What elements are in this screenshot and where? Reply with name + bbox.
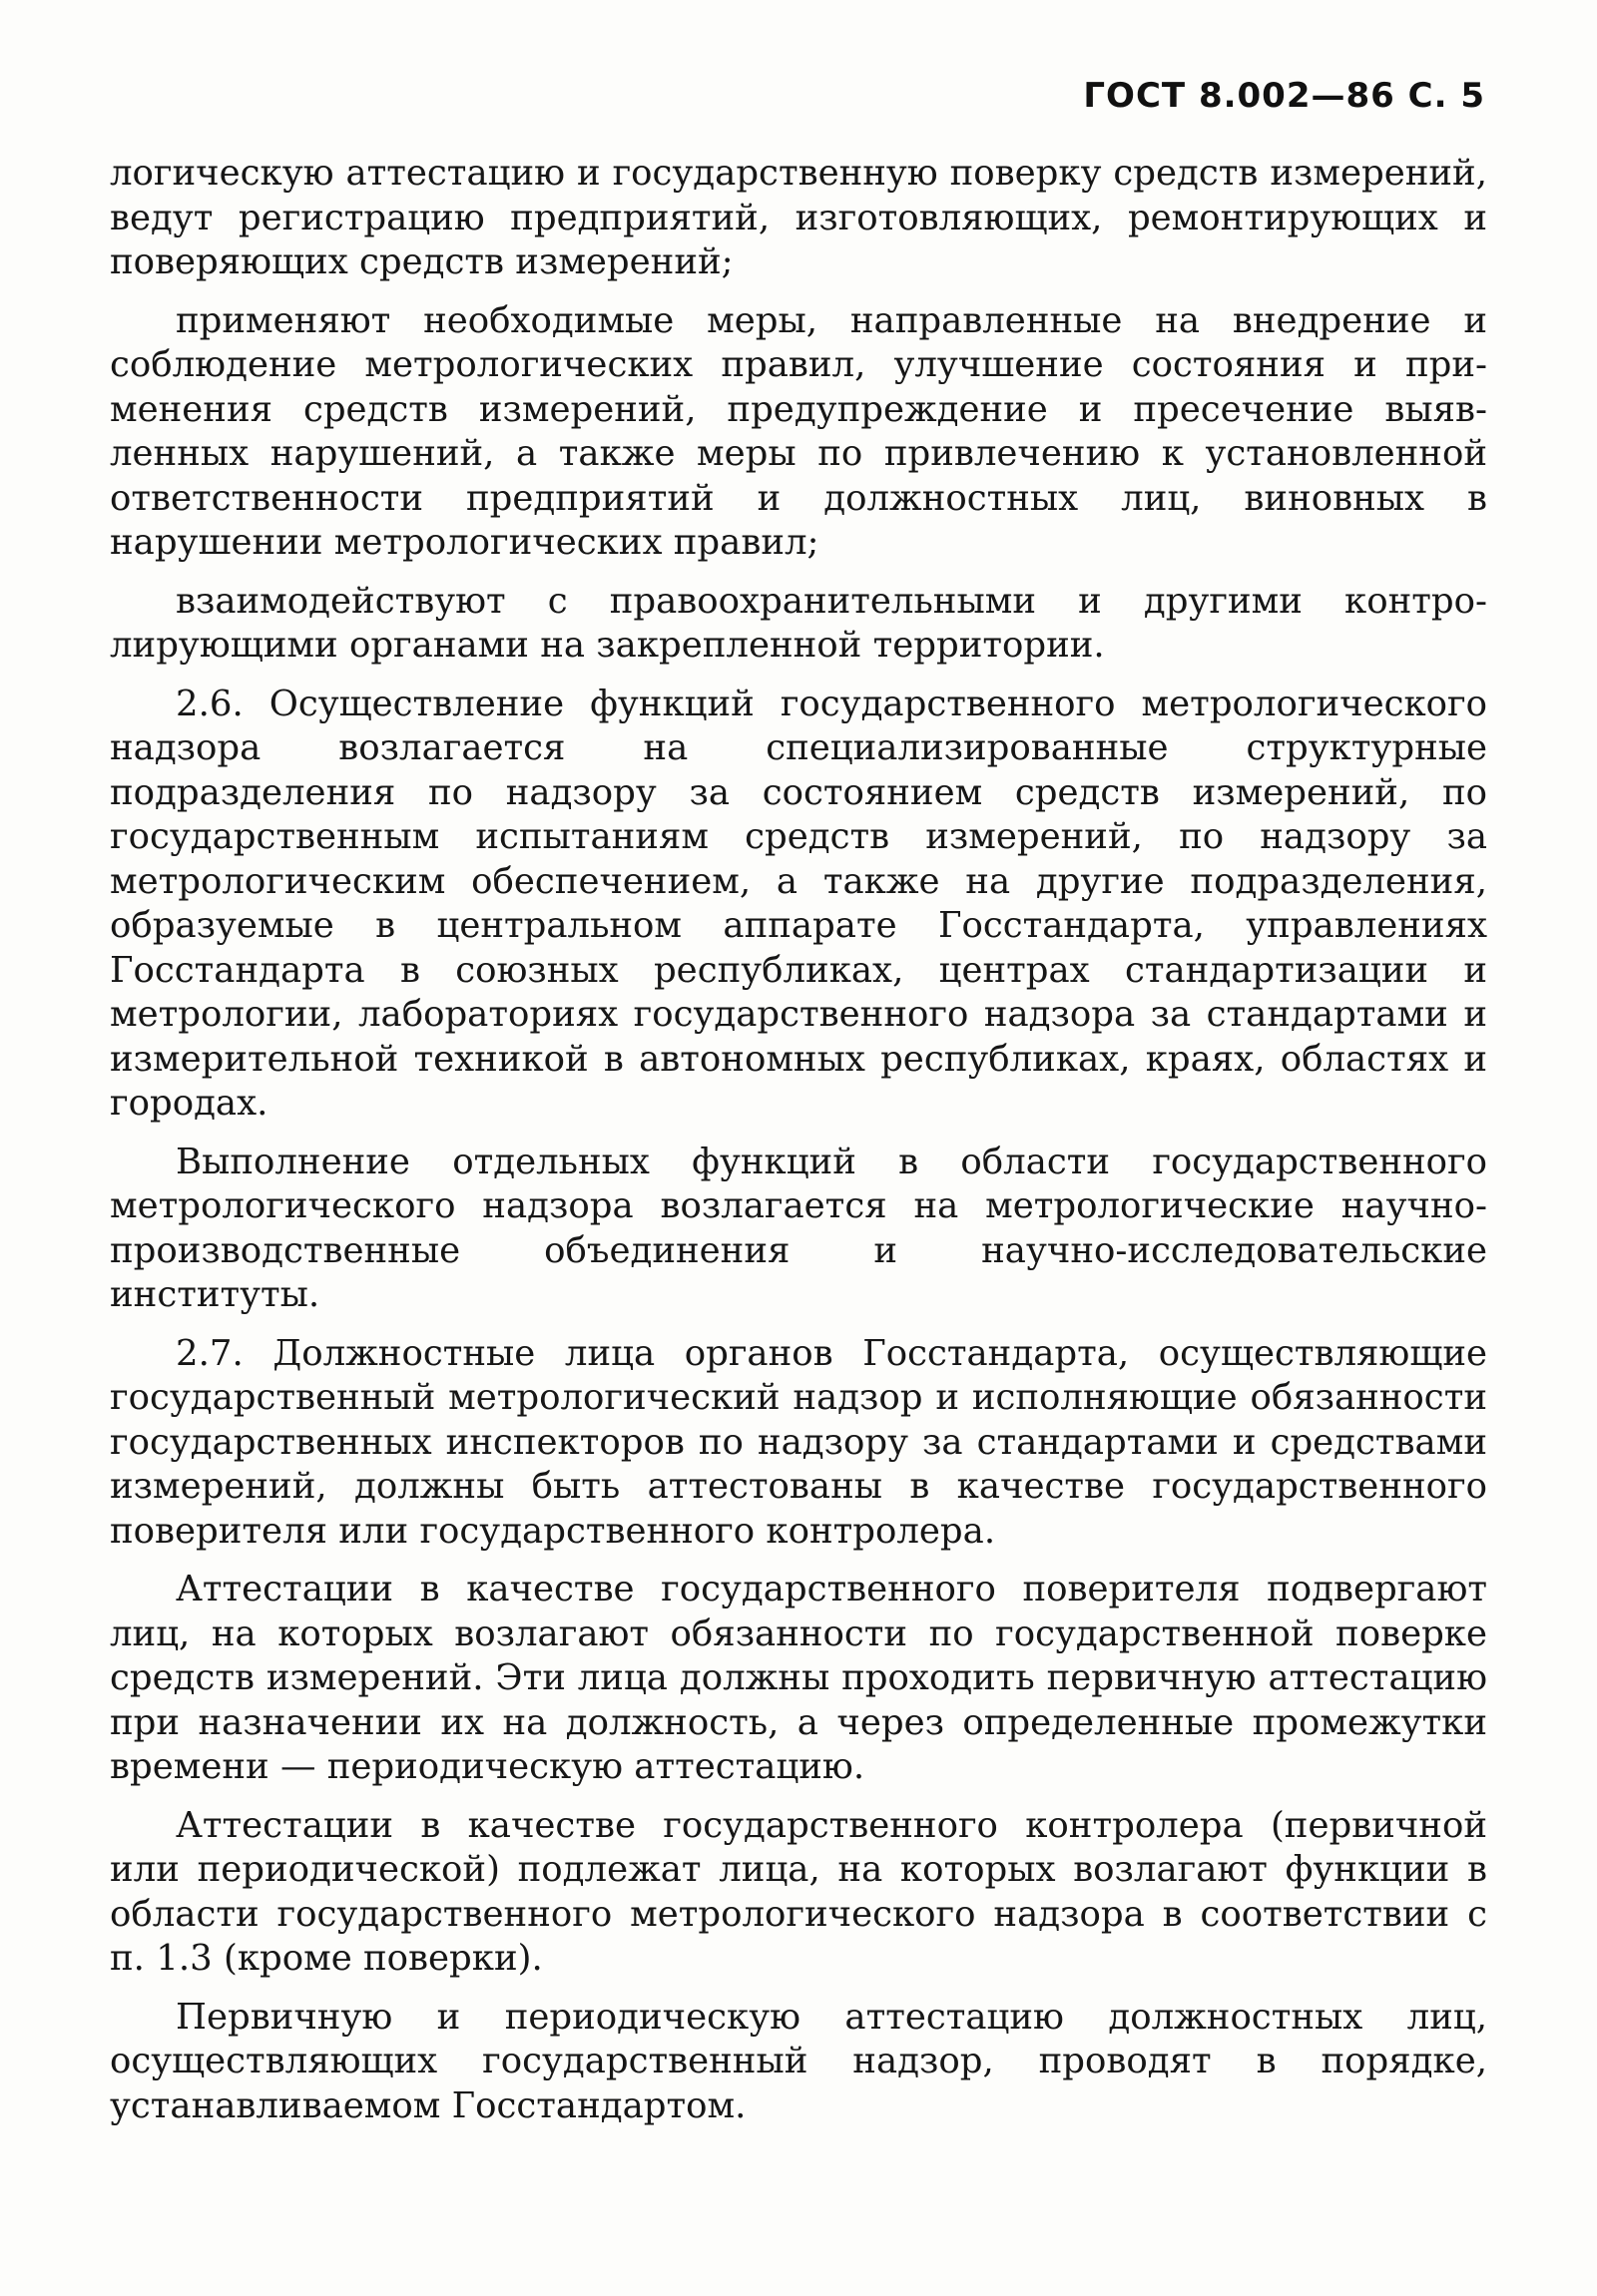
paragraph: Аттестации в качестве государственного контролера (первичной или периодической) подлежат лица, на которых возлагают функции в области государственного метрологического надзора в соответствии с п. 1.3 (кроме поверки). [110, 1804, 1487, 1979]
clause-2-6: 2.6. Осуществление функций государственного метрологического надзора возлагается на специализированные структурные подразделения по надзору за состоянием средств измерений, по государственным испытаниям средств измерений, по надзору за метрологическим обеспечением, а также на другие подразделения, образуемые в центральном аппарате Госстандарта, управлениях Госстандарта в союзных республиках, центрах стандартизации и метрологии, лабораториях государственного надзора за стандартами и измерительной техникой в автономных республиках, краях, областях и городах. [110, 683, 1487, 1124]
paragraph: Первичную и периодическую аттестацию должностных лиц, осуществляющих государственный надзор, проводят в порядке, устанавливаемом Госстандартом. [110, 1996, 1487, 2126]
clause-2-7: 2.7. Должностные лица органов Госстандарта, осуществляющие государственный метрологический надзор и исполняющие обязанности государственных инспекторов по надзору за стандартами и средствами измерений, должны быть аттестованы в качестве государственного поверителя или государственного контролера. [110, 1332, 1487, 1552]
paragraph: Аттестации в качестве государственного поверителя подвергают лиц, на которых возлагают обязанности по государственной поверке средств измерений. Эти лица должны проходить первичную аттестацию при назначении их на должность, а через определенные промежутки времени — периодическую аттестацию. [110, 1569, 1487, 1787]
paragraph: применяют необходимые меры, направленные на внедрение и соблюдение метрологических правил, улучшение состояния и применения средств измерений, предупреждение и пресечение выявленных нарушений, а также меры по привлечению к установленной ответственности предприятий и должностных лиц, виновных в нарушении метрологических правил; [110, 299, 1487, 563]
body-text [110, 152, 1487, 2142]
paragraph: Выполнение отдельных функций в области государственного метрологического надзора возлагается на метрологические научно-производственные объединения и научно-исследовательские институты. [110, 1141, 1487, 1315]
paragraph-continuation: логическую аттестацию и государственную поверку средств измерений, ведут регистрацию предприятий, изготовляющих, ремонтирующих и поверяющих средств измерений; [110, 153, 1487, 282]
running-head: ГОСТ 8.002—86 С. 5 [1083, 76, 1485, 116]
paragraph: взаимодействуют с правоохранительными и другими контролирующими органами на закрепленной территории. [110, 580, 1487, 666]
